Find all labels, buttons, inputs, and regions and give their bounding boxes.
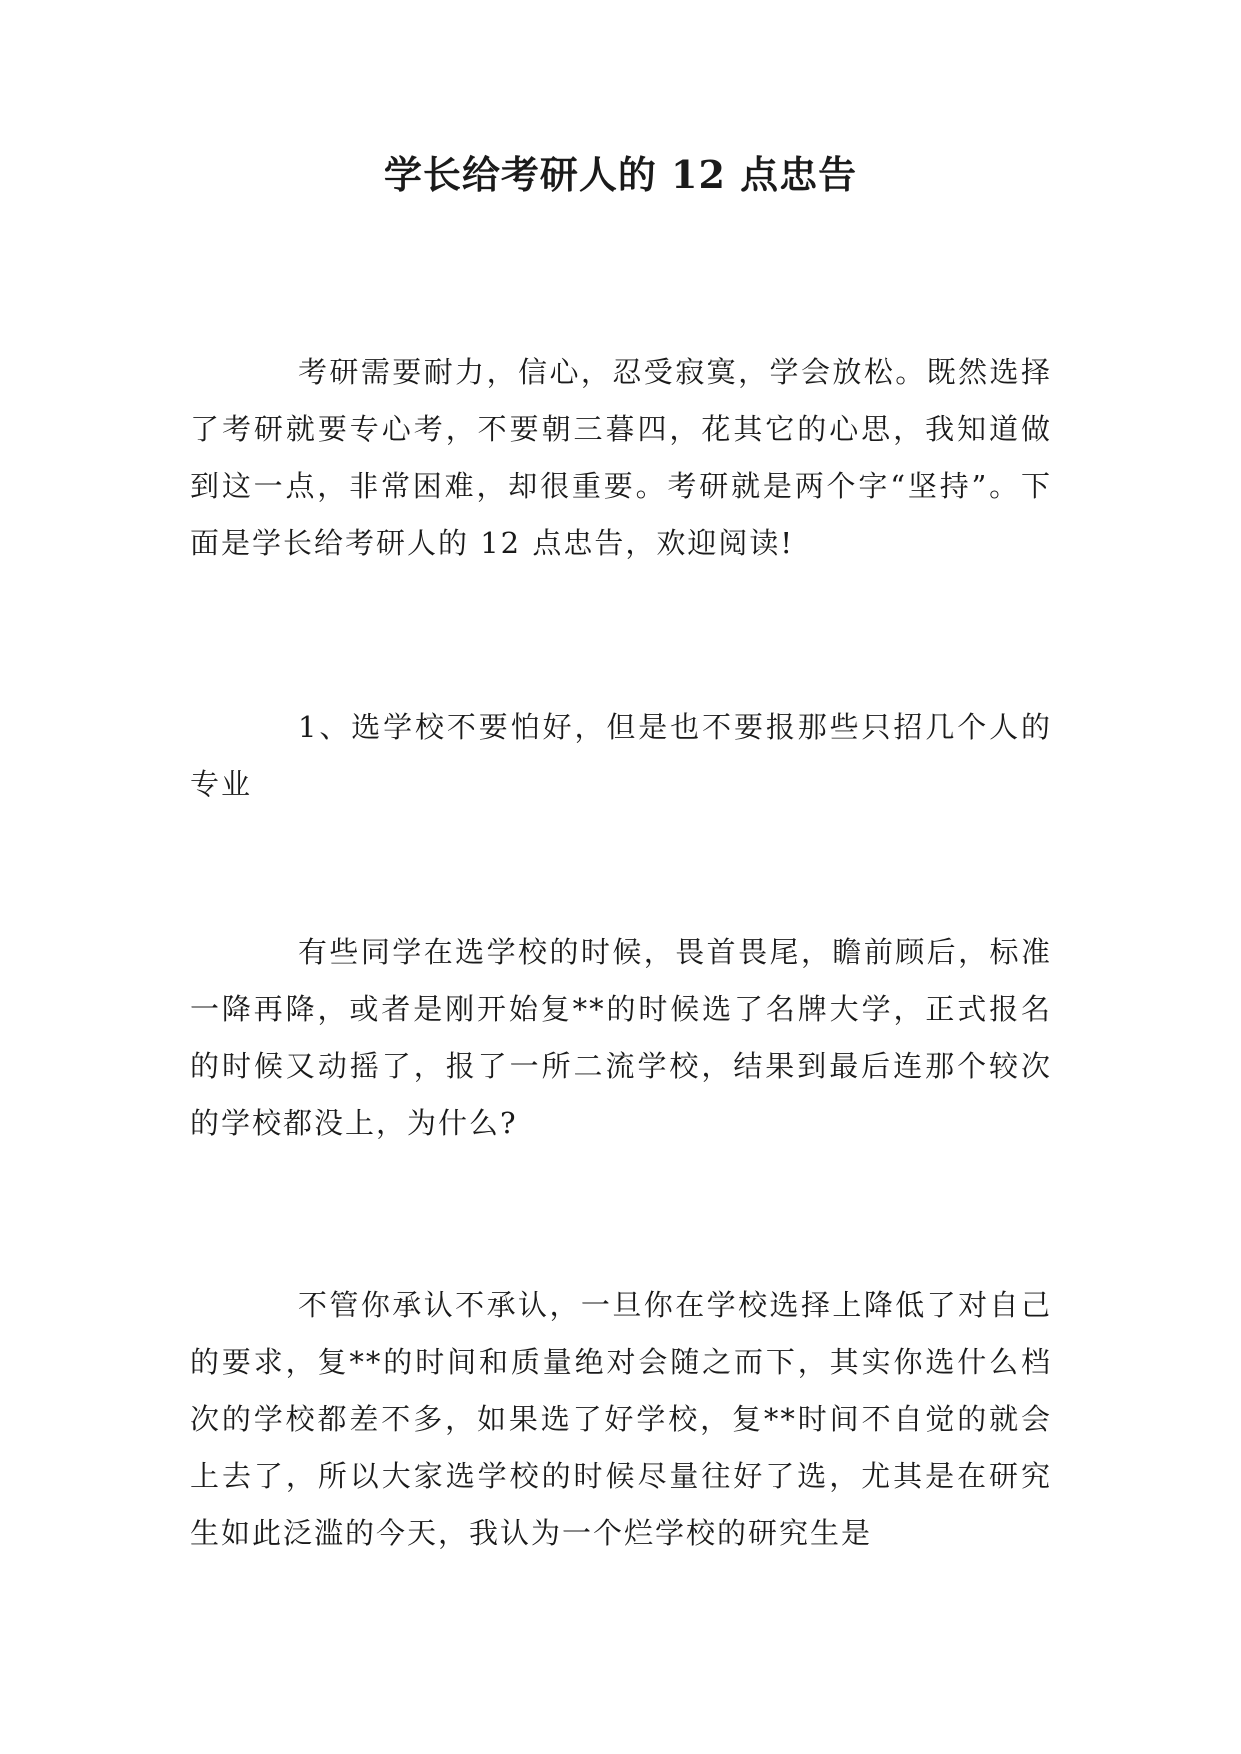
body-paragraph: 有些同学在选学校的时候，畏首畏尾，瞻前顾后，标准一降再降，或者是刚开始复**的时候选了名牌大学，正式报名的时候又动摇了，报了一所二流学校，结果到最后连那个较次的学校都没上，为什么? (190, 935, 1052, 1140)
intro-paragraph: 考研需要耐力，信心，忍受寂寞，学会放松。既然选择了考研就要专心考，不要朝三暮四，花其它的心思，我知道做到这一点，非常困难，却很重要。考研就是两个字“坚持”。下面是学长给考研人的 12 点忠告，欢迎阅读! (190, 355, 1052, 560)
document-title: 学长给考研人的 12 点忠告 (383, 152, 858, 197)
point-1-heading: 1、选学校不要怕好，但是也不要报那些只招几个人的专业 (190, 710, 1052, 801)
body-paragraph: 不管你承认不承认，一旦你在学校选择上降低了对自己的要求，复**的时间和质量绝对会随之而下，其实你选什么档次的学校都差不多，如果选了好学校，复**时间不自觉的就会上去了，所以大家选学校的时候尽量往好了选，尤其是在研究生如此泛滥的今天，我认为一个烂学校的研究生是 (190, 1288, 1052, 1550)
